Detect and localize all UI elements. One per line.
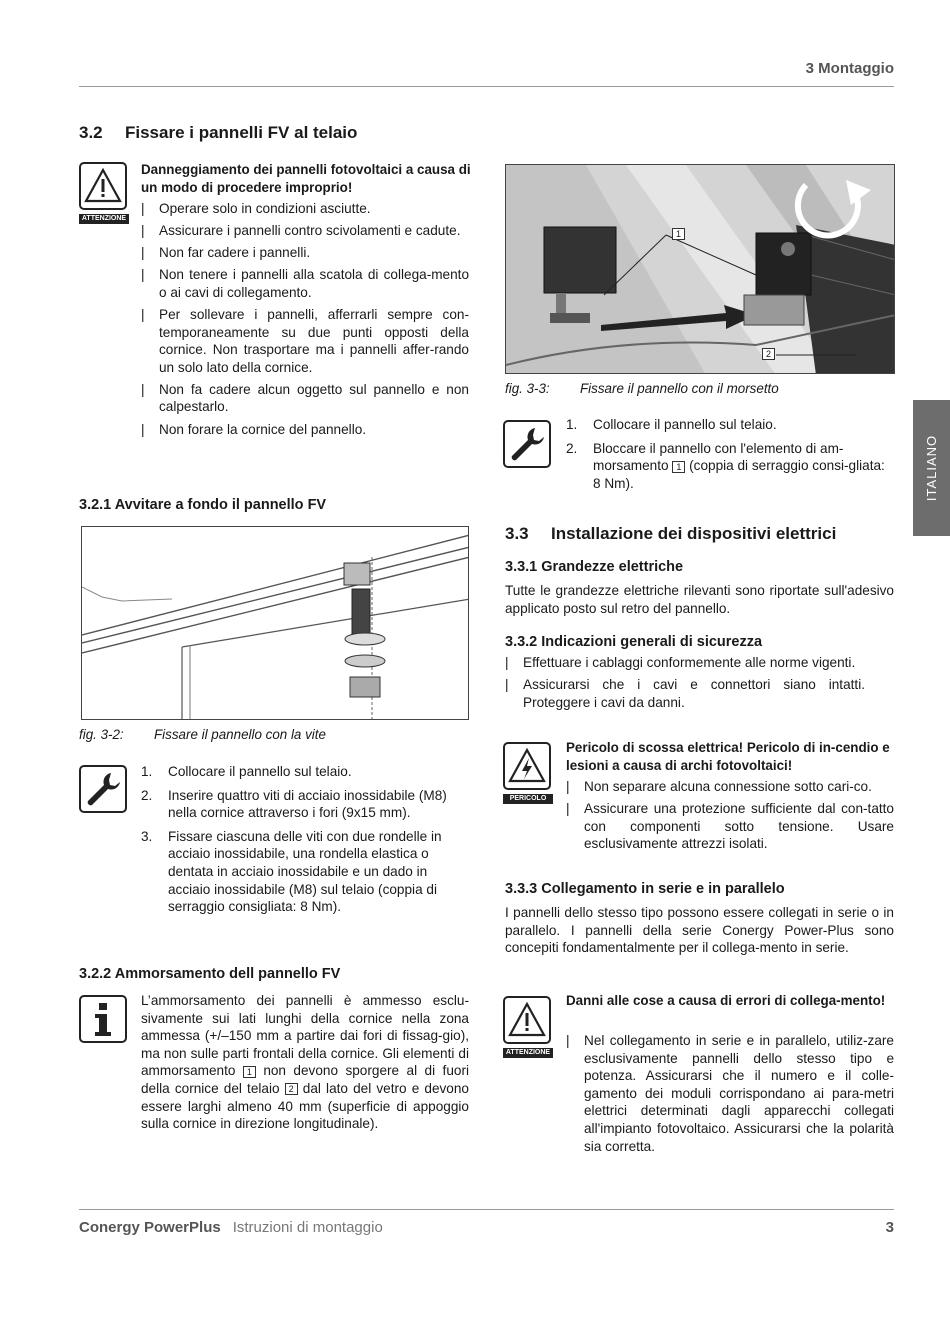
- language-tab-label: ITALIANO: [923, 434, 939, 502]
- warning-triangle-icon: [503, 996, 551, 1044]
- section-3-2-1-heading: 3.2.1 Avvitare a fondo il pannello FV: [79, 497, 327, 513]
- language-tab: [913, 400, 950, 536]
- section-3-3-heading: [505, 525, 836, 543]
- figure-caption-text: Fissare il pannello con il morsetto: [580, 381, 779, 396]
- figure-caption-text: Fissare il pannello con la vite: [154, 727, 326, 742]
- figure-number: fig. 3-3:: [505, 381, 550, 396]
- list-item: | Assicurare i pannelli contro scivolamenti e cadute.: [141, 222, 469, 240]
- list-item: | Non forare la cornice del pannello.: [141, 421, 469, 439]
- danger-bullet-list: [566, 778, 894, 857]
- info-icon: [79, 995, 127, 1043]
- figure-3-2-screw: [81, 526, 469, 720]
- header-rule: [79, 86, 894, 87]
- list-item: | Assicurarsi che i cavi e connettori siano intatti. Proteggere i cavi da danni.: [505, 676, 865, 711]
- callout-1: 1: [243, 1066, 256, 1078]
- list-item: | Effettuare i cablaggi conformemente alle norme vigenti.: [505, 654, 865, 672]
- list-item: | Operare solo in condizioni asciutte.: [141, 200, 469, 218]
- danger-title: Pericolo di scossa elettrica! Pericolo di in-cendio e lesioni a causa di archi fotovoltaici!: [566, 740, 890, 773]
- figure-3-3-clamp: [505, 164, 895, 374]
- list-item: 2. Bloccare il pannello con l'elemento di am-morsamento 1 (coppia di serraggio consi-gliata: 8 Nm).: [566, 440, 885, 491]
- section-number: 3.2: [79, 123, 103, 142]
- list-item: 1. Collocare il pannello sul telaio.: [566, 417, 777, 432]
- section-3-3-3-heading: 3.3.3 Collegamento in serie e in parallelo: [505, 881, 785, 897]
- section-title: Fissare i pannelli FV al telaio: [125, 123, 358, 142]
- list-item: 1. Collocare il pannello sul telaio.: [141, 764, 352, 779]
- procedure-steps-3-2-1: [141, 763, 469, 922]
- connection-warning-title: Danni alle cose a causa di errori di collega-mento!: [566, 993, 886, 1008]
- attention-warning-icon: [79, 162, 129, 228]
- list-item: | Non tenere i pannelli alla scatola di collega-mento o ai cavi di collegamento.: [141, 266, 469, 301]
- safety-bullet-list: [505, 654, 865, 716]
- wrench-icon: [503, 420, 551, 468]
- figure-number: fig. 3-2:: [79, 727, 124, 742]
- series-parallel-paragraph: I pannelli dello stesso tipo possono essere collegati in serie o in parallelo. I pannelli della serie Conergy Power-Plus sono concepiti fondamentalmente per il collega-mento in serie.: [505, 905, 894, 956]
- figure-callout-2: 2: [762, 348, 775, 360]
- wrench-icon: [79, 765, 127, 813]
- warning-title: Danneggiamento dei pannelli fotovoltaici a causa di un modo di procedere improprio!: [141, 162, 471, 195]
- section-number: 3.3: [505, 524, 529, 543]
- connection-warning-list: [566, 1032, 894, 1160]
- attention-label: ATTENZIONE: [503, 1048, 553, 1058]
- callout-2: 2: [285, 1083, 298, 1095]
- high-voltage-icon: [503, 742, 551, 790]
- callout-1: 1: [672, 461, 685, 473]
- figure-callout-1: 1: [672, 228, 685, 240]
- attention-warning-icon: [503, 996, 553, 1062]
- clamping-paragraph: L’ammorsamento dei pannelli è ammesso esclu-sivamente sui lati lunghi della cornice nella zona ammessa (+/–150 mm a partire dai fori di fissag-gio), ma non sulle parti frontali della cornice. Gli elementi di ammorsamento 1 non devono sporgere al di fuori della cornice del telaio 2 dal lato del vetro e devono essere larghi almeno 40 mm (superficie di appoggio sulla cornice in direzione longitudinale).: [141, 993, 470, 1132]
- figure-3-2-caption: [79, 726, 326, 744]
- figure-3-3-caption: [505, 380, 779, 398]
- list-item: | Non separare alcuna connessione sotto cari-co.: [566, 778, 894, 796]
- list-item: 3. Fissare ciascuna delle viti con due rondelle in acciaio inossidabile, una rondella elastica o dentata in acciaio inossidabile e un dado in acciaio inossidabile (M8) sul telaio (coppia di serraggio consigliata: 8 Nm).: [141, 828, 442, 915]
- attention-label: ATTENZIONE: [79, 214, 129, 224]
- list-item: | Nel collegamento in serie e in parallelo, utiliz-zare esclusivamente pannelli dello stesso tipo e potenza. Assicurarsi che il numero e il colle-gamento dei moduli corrispondano ai para-metri elettrici determinati dagli apparecchi collegati all'impianto fotovoltaico. Assicurarsi che la polarità sia corretta.: [566, 1032, 894, 1155]
- danger-label: PERICOLO: [503, 794, 553, 804]
- list-item: | Non fa cadere alcun oggetto sul pannello e non calpestarlo.: [141, 381, 469, 416]
- warning-bullet-list: [141, 200, 469, 443]
- chapter-header: 3 Montaggio: [805, 60, 894, 77]
- footer-rule: [79, 1209, 894, 1210]
- danger-electric-icon: [503, 742, 553, 808]
- list-item: | Non far cadere i pannelli.: [141, 244, 469, 262]
- section-3-2-heading: [79, 124, 357, 142]
- section-title: Installazione dei dispositivi elettrici: [551, 524, 837, 543]
- procedure-steps-3-3: [566, 416, 894, 498]
- section-3-2-2-heading: 3.2.2 Ammorsamento dell pannello FV: [79, 966, 341, 982]
- footer-brand: Conergy PowerPlus Istruzioni di montaggio: [79, 1219, 383, 1236]
- section-3-3-2-heading: 3.3.2 Indicazioni generali di sicurezza: [505, 634, 763, 650]
- footer-subtitle: Istruzioni di montaggio: [232, 1219, 383, 1236]
- section-3-3-1-heading: 3.3.1 Grandezze elettriche: [505, 559, 684, 575]
- page-number: 3: [885, 1219, 894, 1236]
- list-item: | Assicurare una protezione sufficiente dal con-tatto con componenti sotto tensione. Usare esclusivamente attrezzi isolati.: [566, 800, 894, 853]
- warning-triangle-icon: [79, 162, 127, 210]
- list-item: 2. Inserire quattro viti di acciaio inossidabile (M8) nella cornice attraverso i fori (9x15 mm).: [141, 787, 447, 821]
- list-item: | Per sollevare i pannelli, afferrarli sempre con-temporaneamente su due punti opposti della cornice. Non trasportare ma i pannelli affer-rando un solo lato della cornice.: [141, 306, 469, 376]
- electrical-quantities-paragraph: Tutte le grandezze elettriche rilevanti sono riportate sull'adesivo applicato posto sul retro del pannello.: [505, 583, 894, 616]
